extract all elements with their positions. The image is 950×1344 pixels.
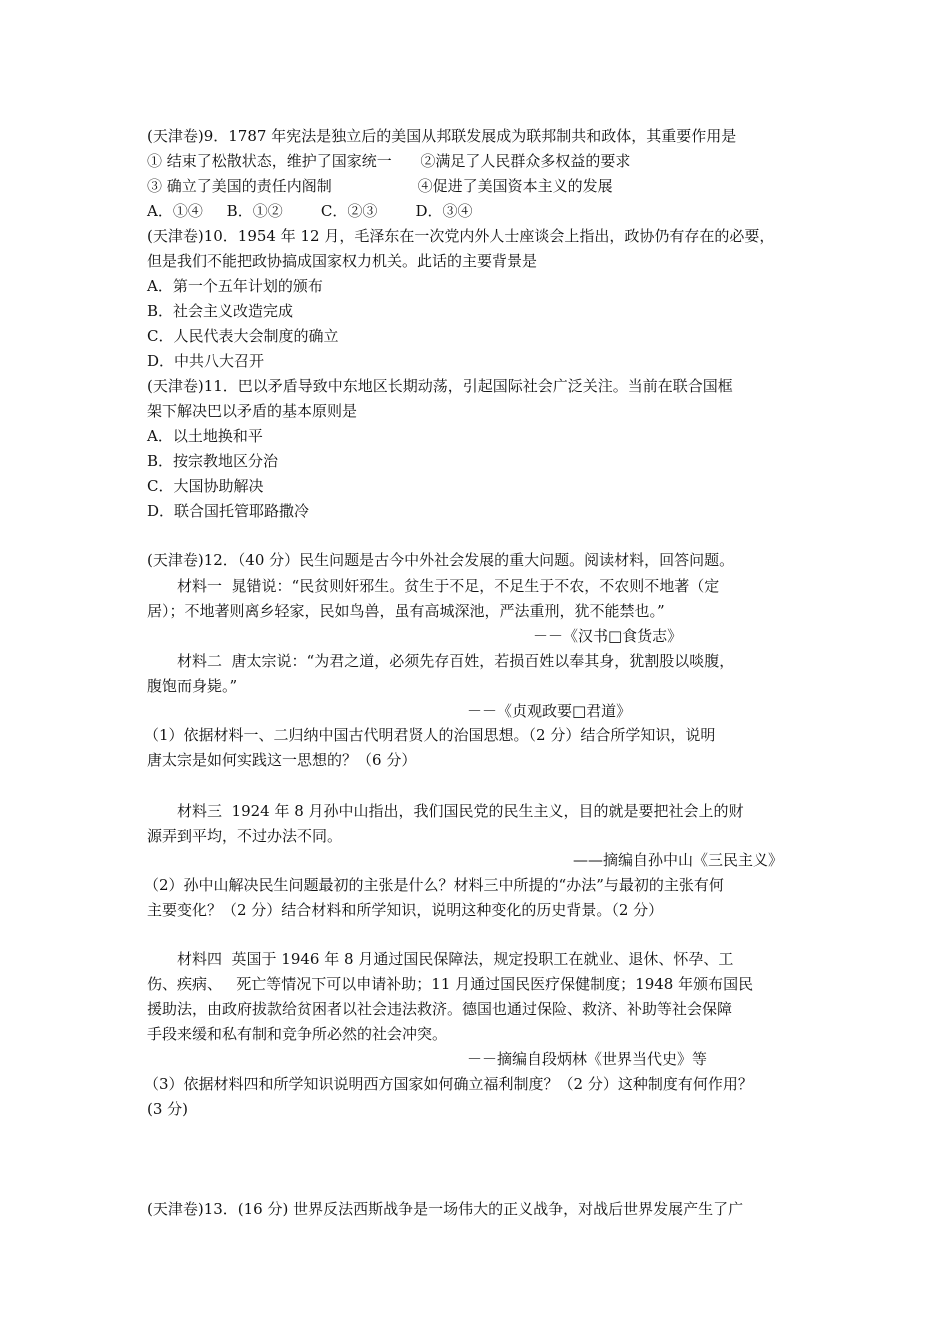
material-3-text-cont: 源弄到平均，不过办法不同。 — [147, 827, 343, 845]
question-10-choice-b: B．社会主义改造完成 — [147, 302, 294, 320]
question-12-part-1-cont: 唐太宗是如何实践这一思想的？（6 分） — [147, 751, 417, 769]
question-11-stem: (天津卷)11．巴以矛盾导致中东地区长期动荡，引起国际社会广泛关注。当前在联合国框 — [147, 377, 733, 395]
question-10-choice-a: A．第一个五年计划的颁布 — [147, 277, 323, 295]
material-2-text: 材料二 唐太宗说：“为君之道，必须先存百姓，若损百姓以奉其身，犹割股以啖腹， — [177, 652, 735, 670]
material-4-text-cont-1: 伤、疾病、 死亡等情况下可以申请补助；11 月通过国民医疗保健制度；1948 年颁布国民 — [147, 975, 754, 993]
material-4-text-cont-3: 手段来缓和私有制和竞争所必然的社会冲突。 — [147, 1025, 448, 1043]
material-3-source: ——摘编自孙中山《三民主义》 — [573, 851, 784, 869]
question-9-options-3-4: ③ 确立了美国的责任内阁制 ④促进了美国资本主义的发展 — [147, 177, 613, 195]
question-12-stem: (天津卷)12．（40 分）民生问题是古今中外社会发展的重大问题。阅读材料，回答问题。 — [147, 551, 735, 569]
question-10-stem: (天津卷)10．1954 年 12 月，毛泽东在一次党内外人士座谈会上指出，政协仍有存在的必要， — [147, 227, 775, 245]
question-13-stem: (天津卷)13．(16 分) 世界反法西斯战争是一场伟大的正义战争，对战后世界发展产生了广 — [147, 1200, 744, 1218]
question-9-choices: A．①④ B．①② C．②③ D．③④ — [147, 202, 473, 220]
question-11-choice-c: C．大国协助解决 — [147, 477, 264, 495]
question-11-stem-cont: 架下解决巴以矛盾的基本原则是 — [147, 402, 358, 420]
question-12-part-2-cont: 主要变化？（2 分）结合材料和所学知识，说明这种变化的历史背景。（2 分） — [147, 901, 664, 919]
question-10-stem-cont: 但是我们不能把政协搞成国家权力机关。此话的主要背景是 — [147, 252, 538, 270]
material-2-source: －－《贞观政要□君道》 — [467, 702, 632, 720]
question-11-choice-a: A．以土地换和平 — [147, 427, 263, 445]
question-12-part-1: （1）依据材料一、二归纳中国古代明君贤人的治国思想。（2 分）结合所学知识，说明 — [144, 726, 716, 744]
question-12-part-3-cont: (3 分) — [147, 1100, 189, 1118]
question-9-stem: (天津卷)9．1787 年宪法是独立后的美国从邦联发展成为联邦制共和政体，其重要作用是 — [147, 127, 737, 145]
question-12-part-3: （3）依据材料四和所学知识说明西方国家如何确立福利制度？（2 分）这种制度有何作用？ — [144, 1075, 753, 1093]
material-1-source: －－《汉书□食货志》 — [533, 627, 683, 645]
material-1-text-cont: 居）；不地著则离乡轻家，民如鸟兽，虽有高城深池，严法重刑，犹不能禁也。” — [147, 602, 665, 620]
question-11-choice-d: D．联合国托管耶路撒冷 — [147, 502, 310, 520]
material-2-text-cont: 腹饱而身毙。” — [147, 677, 238, 695]
question-10-choice-c: C．人民代表大会制度的确立 — [147, 327, 339, 345]
material-4-text: 材料四 英国于 1946 年 8 月通过国民保障法，规定投职工在就业、退休、怀孕、工 — [177, 950, 734, 968]
material-3-text: 材料三 1924 年 8 月孙中山指出，我们国民党的民生主义，目的就是要把社会上的财 — [177, 802, 744, 820]
material-4-text-cont-2: 援助法，由政府拔款给贫困者以社会违法救济。德国也通过保险、救济、补助等社会保障 — [147, 1000, 733, 1018]
material-1-text: 材料一 晁错说：“民贫则奸邪生。贫生于不足，不足生于不农，不农则不地著（定 — [177, 577, 720, 595]
question-11-choice-b: B．按宗教地区分治 — [147, 452, 279, 470]
material-4-source: －－摘编自段炳林《世界当代史》等 — [467, 1050, 708, 1068]
question-12-part-2: （2）孙中山解决民生问题最初的主张是什么？材料三中所提的“办法”与最初的主张有何 — [144, 876, 724, 894]
question-9-options-1-2: ① 结束了松散状态，维护了国家统一 ②满足了人民群众多权益的要求 — [147, 152, 631, 170]
question-10-choice-d: D．中共八大召开 — [147, 352, 265, 370]
